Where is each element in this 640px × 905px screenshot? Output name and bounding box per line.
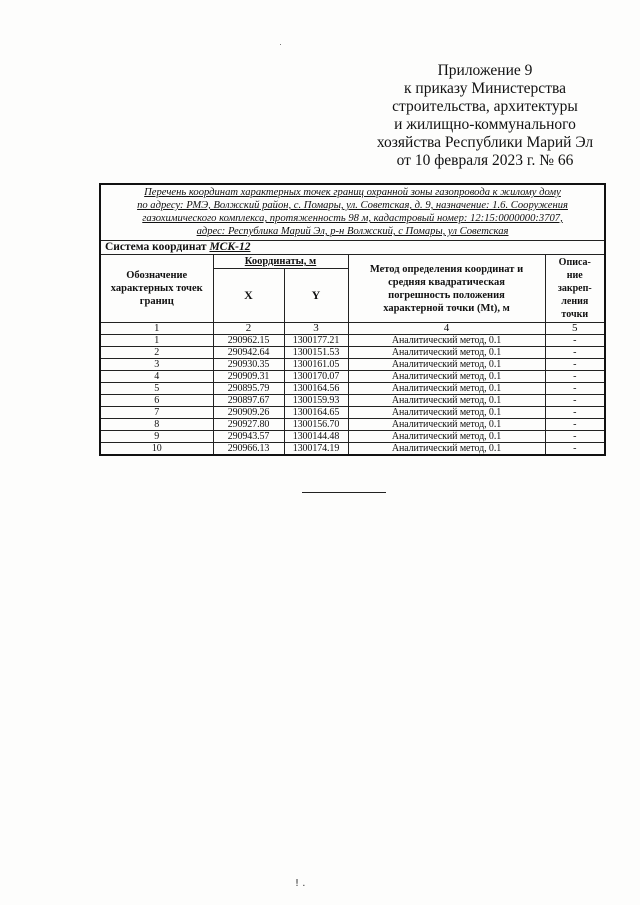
point-number: 10 [100,443,213,456]
coord-x: 290943.57 [213,431,284,443]
table-row [100,443,605,456]
title-line: по адресу: РМЭ, Волжский район, с. Помары, ул. Советская, д. 9, назначение: 1.6. Сооружения [137,200,568,211]
point-number: 2 [100,347,213,359]
point-number: 3 [100,359,213,371]
table-row [100,419,605,431]
coordinate-system-row [100,241,605,255]
page-footer-mark: ! . [295,878,306,889]
column-number: 4 [348,323,545,335]
coordinate-system-name: МСК-12 [209,241,251,253]
coord-y: 1300144.48 [284,431,348,443]
method-cell: Аналитический метод, 0.1 [348,431,545,443]
point-number: 8 [100,419,213,431]
title-line: газохимического комплекса, протяженность 98 м, кадастровый номер: 12:15:0000000:3707, [142,213,563,224]
coord-x: 290966.13 [213,443,284,456]
coord-y: 1300177.21 [284,335,348,347]
coord-y: 1300164.65 [284,407,348,419]
table-row [100,371,605,383]
title-line: адрес: Республика Марий Эл, р-н Волжский, с Помары, ул Советская [196,226,509,237]
description-cell: - [545,431,605,443]
description-cell: - [545,395,605,407]
method-cell: Аналитический метод, 0.1 [348,383,545,395]
point-number: 4 [100,371,213,383]
point-number: 6 [100,395,213,407]
method-cell: Аналитический метод, 0.1 [348,359,545,371]
description-cell: - [545,443,605,456]
table-row [100,395,605,407]
coord-y: 1300151.53 [284,347,348,359]
scan-speck [280,44,281,45]
coord-y: 1300156.70 [284,419,348,431]
method-cell: Аналитический метод, 0.1 [348,347,545,359]
column-number: 5 [545,323,605,335]
point-number: 7 [100,407,213,419]
description-cell: - [545,383,605,395]
coord-x: 290930.35 [213,359,284,371]
coord-x: 290895.79 [213,383,284,395]
table-row [100,347,605,359]
coord-x: 290942.64 [213,347,284,359]
coordinate-system-label: Система координат [105,241,207,253]
point-number: 5 [100,383,213,395]
table-row [100,383,605,395]
coord-y: 1300174.19 [284,443,348,456]
column-number: 3 [284,323,348,335]
header-y: Y [284,269,348,323]
column-number: 1 [100,323,213,335]
method-cell: Аналитический метод, 0.1 [348,407,545,419]
header-line: Приложение 9 [437,62,533,79]
coord-y: 1300164.56 [284,383,348,395]
table-row [100,335,605,347]
coord-y: 1300161.05 [284,359,348,371]
header-coordinates: Координаты, м [213,255,348,269]
coord-y: 1300170.07 [284,371,348,383]
coordinates-table-wrapper [99,183,604,456]
column-number-row [100,323,605,335]
method-cell: Аналитический метод, 0.1 [348,443,545,456]
header-x: X [213,269,284,323]
header-method: Метод определения координат и средняя квадратическая погрешность положения характерной точки (Mt), м [348,255,545,323]
description-cell: - [545,407,605,419]
table-title [100,184,605,241]
column-number: 2 [213,323,284,335]
title-line: Перечень координат характерных точек границ охранной зоны газопровода к жилому дому [144,187,561,198]
header-line: к приказу Министерства [404,80,566,97]
table-row [100,359,605,371]
coord-x: 290909.31 [213,371,284,383]
method-cell: Аналитический метод, 0.1 [348,395,545,407]
description-cell: - [545,359,605,371]
coordinates-table [99,183,606,456]
coord-x: 290897.67 [213,395,284,407]
header-line: строительства, архитектуры [392,98,578,115]
table-row [100,431,605,443]
closing-rule-line [302,492,386,493]
header-description: Описа- ние закреп- ления точки [545,255,605,323]
point-number: 9 [100,431,213,443]
method-cell: Аналитический метод, 0.1 [348,371,545,383]
coord-x: 290962.15 [213,335,284,347]
point-number: 1 [100,335,213,347]
table-row [100,407,605,419]
method-cell: Аналитический метод, 0.1 [348,419,545,431]
description-cell: - [545,371,605,383]
header-line: хозяйства Республики Марий Эл [376,134,594,151]
coord-x: 290927.80 [213,419,284,431]
description-cell: - [545,335,605,347]
coord-x: 290909.26 [213,407,284,419]
header-designation: Обозначение характерных точек границ [100,255,213,323]
description-cell: - [545,419,605,431]
appendix-header [350,62,620,170]
coord-y: 1300159.93 [284,395,348,407]
method-cell: Аналитический метод, 0.1 [348,335,545,347]
description-cell: - [545,347,605,359]
header-line: и жилищно-коммунального [394,116,576,133]
header-line: от 10 февраля 2023 г. № 66 [396,152,574,169]
